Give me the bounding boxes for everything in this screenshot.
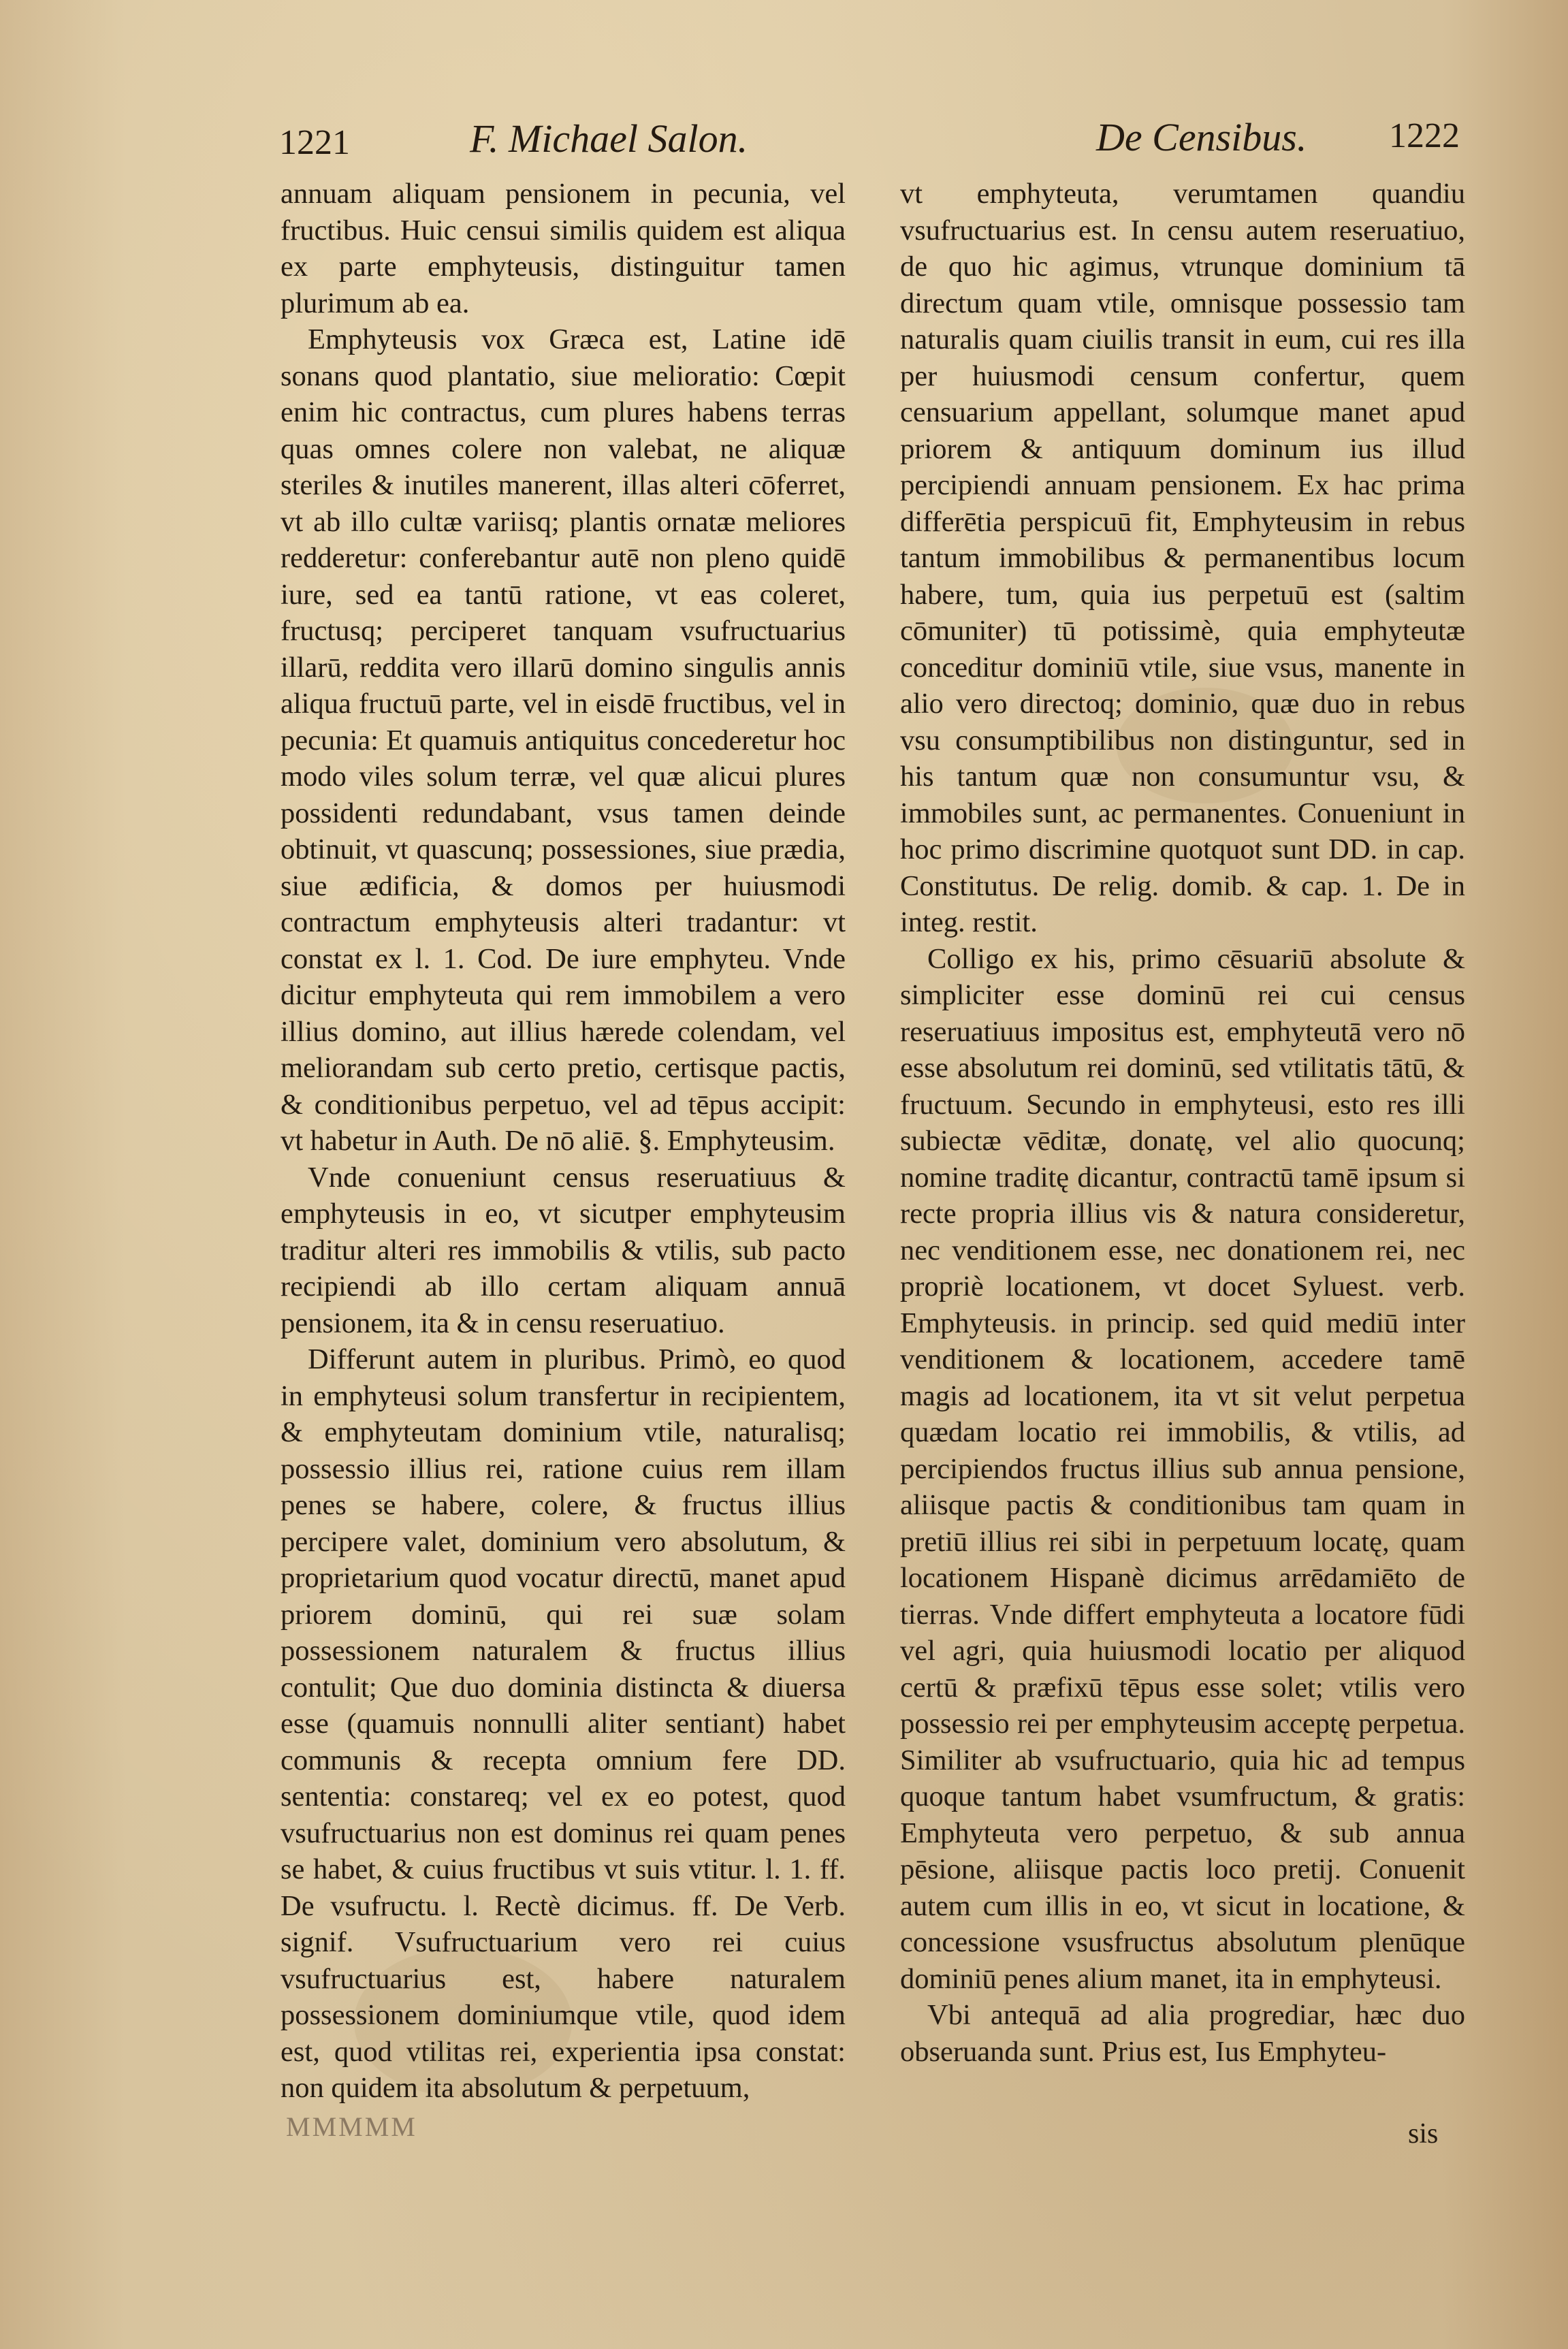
right-column [900,176,1465,2070]
left-column [281,176,846,2107]
running-title-work: De Censibus. [1096,115,1307,159]
page-number-right: 1222 [1389,116,1460,155]
page-number-left: 1221 [279,123,350,162]
paragraph: Vnde conueniunt census reseruatiuus & emphyteusis in eo, vt sicutper emphyteusim traditur alteri res immobilis & vtilis, sub pacto recipiendi ab illo certam aliquam annuā pensionem, ita & in censu reseruatiuo. [281,1161,846,1339]
paragraph: annuam aliquam pensionem in pecunia, vel fructibus. Huic censui similis quidem est aliqua ex parte emphyteusis, distinguitur tamen plurimum ab ea. [281,178,846,319]
paragraph: Differunt autem in pluribus. Primò, eo quod in emphyteusi solum transfertur in recipientem, & emphyteutam dominium vtile, naturalisq; possessio illius rei, ratione cuius rem illam penes se habere, colere, & fructus illius percipere valet, dominium vero absolutum, & proprietarium quod vocatur directū, manet apud priorem dominū, qui rei suæ solam possessionem naturalem & fructus illius contulit; Que duo dominia distincta & diuersa esse (quamuis nonnulli aliter sentiant) habet communis & recepta omnium fere DD. sententia: constareq; vel ex eo potest, quod vsufructuarius non est dominus rei quam penes se habet, & cuius fructibus vt suis vtitur. l. 1. ff. De vsufructu. l. Rectè dicimus. ff. De Verb. signif. Vsufructuarium vero rei cuius vsufructuarius est, habere naturalem possessionem dominiumque vtile, quod idem est, quod vtilitas rei, experientia ipsa constat: non quidem ita absolutum & perpetuum, [281,1343,846,2104]
running-title-author: F. Michael Salon. [470,116,748,161]
paragraph: vt emphyteuta, verumtamen quandiu vsufructuarius est. In censu autem reseruatiuo, de quo hic agimus, vtrunque dominium tā directum quam vtile, omnisque possessio tam naturalis quam ciuilis transit in eum, cui res illa per huiusmodi censum confertur, quem censuarium appellant, solumque manet apud priorem & antiquum dominum ius illud percipiendi annuam pensionem. Ex hac prima differētia perspicuū fit, Emphyteusim in rebus tantum immobilibus & permanentibus locum habere, tum, quia ius perpetuū est (saltim cōmuniter) tū potissimè, quia emphyteutæ conceditur dominiū vtile, siue vsus, manente in alio vero directoq; dominio, quæ duo in rebus vsu consumptibilibus non distinguntur, sed in his tantum quæ non consumuntur vsu, & immobiles sunt, ac permanentes. Conueniunt in hoc primo discrimine quotquot sunt DD. in cap. Constitutus. De relig. domib. & cap. 1. De in integ. restit. [900,178,1465,938]
catchword: sis [1408,2118,1439,2150]
paragraph: Emphyteusis vox Græca est, Latine idē sonans quod plantatio, siue melioratio: Cœpit enim hic contractus, cum plures habens terras quas omnes colere non valebat, ne aliquæ steriles & inutiles manerent, illas alteri cōferret, vt ab illo cultæ variisq; plantis ornatæ meliores redderetur: conferebantur autē non pleno quidē iure, sed ea tantū ratione, vt eas coleret, fructusq; perciperet tanquam vsufructuarius illarū, reddita vero illarū domino singulis annis aliqua fructuū parte, vel in eisdē fructibus, vel in pecunia: Et quamuis antiquitus concederetur hoc modo viles solum terræ, vel quæ alicui plures possidenti redundabant, vsus tamen deinde obtinuit, vt quascunq; possessiones, siue prædia, siue ædificia, & domos per huiusmodi contractum emphyteusis alteri tradantur: vt constat ex l. 1. Cod. De iure emphyteu. Vnde dicitur emphyteuta qui rem immobilem a vero illius domino, aut illius hærede colendam, vel meliorandam sub certo pretio, certisque pactis, & conditionibus perpetuo, vel ad tēpus accipit: vt habetur in Auth. De nō aliē. §. Emphyteusim. [281,323,846,1157]
signature-mark: MMMMM [286,2111,417,2142]
running-header [0,102,1568,170]
paragraph: Vbi antequā ad alia progrediar, hæc duo obseruanda sunt. Prius est, Ius Emphyteu- [900,1999,1465,2068]
paragraph: Colligo ex his, primo cēsuariū absolute & simpliciter esse dominū rei cui census reseruatiuus impositus est, emphyteutā vero nō esse absolutum rei dominū, sed vtilitatis tātū, & fructuum. Secundo in emphyteusi, esto res illi subiectæ vēditæ, donatę, vel alio quocunq; nomine traditę dicantur, contractū tamē ipsum si recte propria illius vis & natura consideretur, nec venditionem esse, nec donationem rei, nec propriè locationem, vt docet Syluest. verb. Emphyteusis. in princip. sed quid mediū inter venditionem & locationem, accedere tamē magis ad locationem, ita vt sit velut perpetua quædam locatio rei immobilis, & vtilis, ad percipiendos fructus illius sub annua pensione, aliisque pactis & conditionibus tam quam in pretiū illius rei sibi in perpetuum locatę, quam locationem Hispanè dicimus arrēdamiēto de tierras. Vnde differt emphyteuta a locatore fūdi vel agri, quia huiusmodi locatio per aliquod certū & præfixū tēpus esse solet; vtilis vero possessio rei per emphyteusim acceptę perpetua. Similiter ab vsufructuario, quia hic ad tempus quoque tantum habet vsumfructum, & gratis: Emphyteuta vero perpetuo, & sub annua pēsione, aliisque pactis loco pretij. Conuenit autem cum illis in eo, vt sicut in locatione, & concessione vsusfructus absolutum plenūque dominiū penes alium manet, ita in emphyteusi. [900,942,1465,1995]
